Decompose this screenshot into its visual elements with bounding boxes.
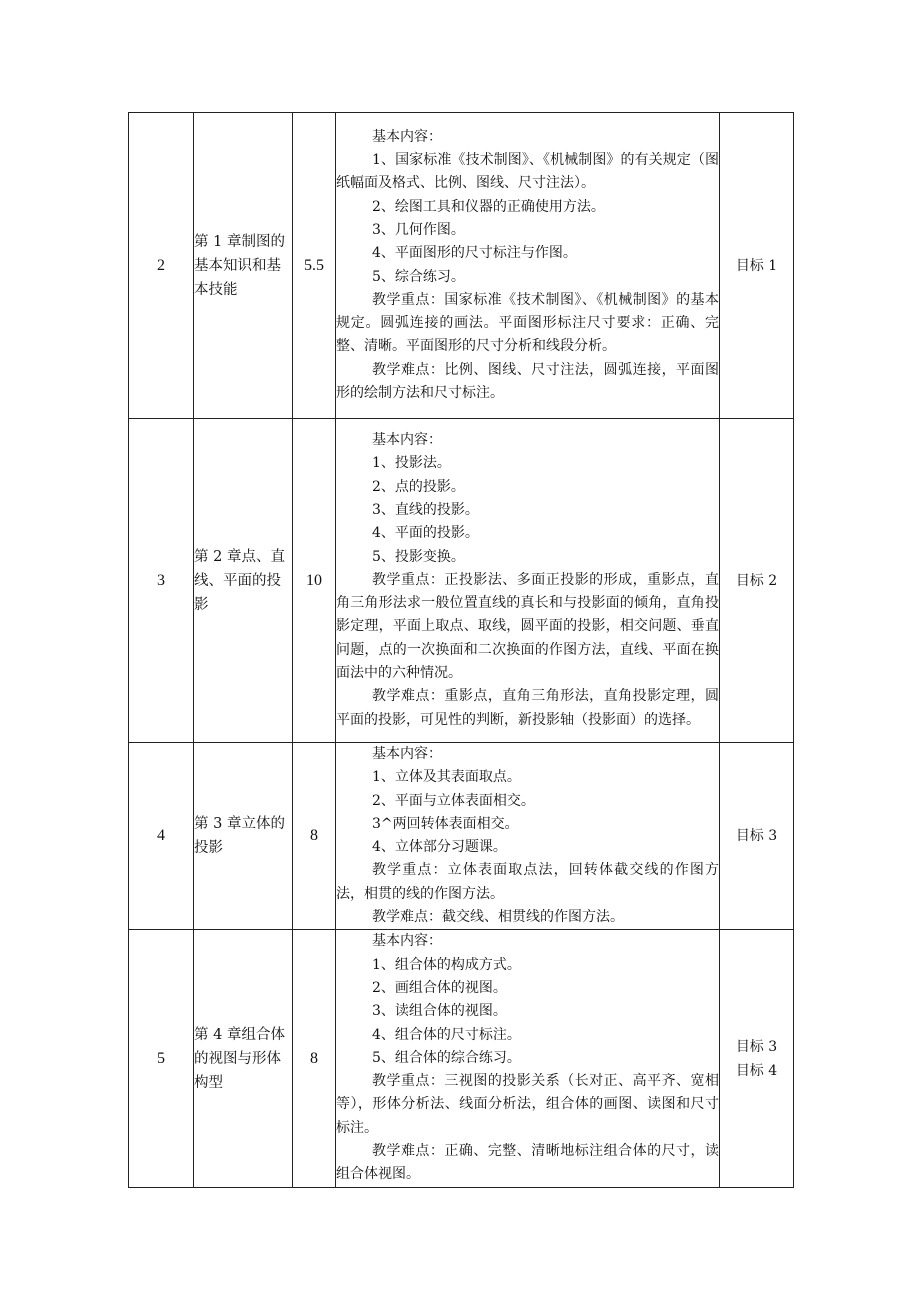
- target-label: 目标 4: [735, 1062, 778, 1079]
- class-hours: 8: [293, 743, 336, 930]
- content-line: 教学难点：重影点，直角三角形法，直角投影定理，圆平面的投影，可见性的判断，新投影轴（投影面）的选择。: [336, 688, 719, 728]
- row-number: 3: [129, 419, 194, 743]
- row-number: 2: [129, 113, 194, 419]
- row-number: 4: [129, 743, 194, 930]
- content-line: 教学重点：正投影法、多面正投影的形成，重影点，直角三角形法求一般位置直线的真长和与投影面的倾角，直角投影定理，平面上取点、取线，圆平面的投影，相交问题、垂直问题，点的一次换面和二次换面的作图方法，直线、平面在换面法中的六种情况。: [336, 571, 719, 682]
- course-target: [720, 419, 794, 743]
- content-line: 1、国家标准《技术制图》、《机械制图》的有关规定（图纸幅面及格式、比例、图线、尺寸注法）。: [336, 152, 719, 192]
- content-line: 教学重点：三视图的投影关系（长对正、高平齐、宽相等），形体分析法、线面分析法，组合体的画图、读图和尺寸标注。: [336, 1073, 719, 1136]
- content-line: 4、平面的投影。: [372, 525, 479, 542]
- course-target: [720, 930, 794, 1187]
- content-line: 4、平面图形的尺寸标注与作图。: [372, 245, 577, 262]
- class-hours: 10: [293, 419, 336, 743]
- content-line: 3、读组合体的视图。: [372, 1003, 507, 1020]
- row-number: 5: [129, 930, 194, 1187]
- content-line: 教学重点：立体表面取点法，回转体截交线的作图方法，相贯的线的作图方法。: [336, 862, 719, 902]
- class-hours: 8: [293, 930, 336, 1187]
- course-content: [336, 743, 720, 930]
- class-hours: 5.5: [293, 113, 336, 419]
- chapter-title: 第 3 章立体的投影: [194, 743, 293, 930]
- syllabus-table: [128, 112, 794, 1188]
- chapter-title: 第 2 章点、直线、平面的投影: [194, 419, 293, 743]
- content-line: 3、直线的投影。: [372, 501, 479, 518]
- course-content: [336, 930, 720, 1187]
- course-target: [720, 113, 794, 419]
- content-line: 2、绘图工具和仪器的正确使用方法。: [372, 198, 605, 215]
- content-line: 4、组合体的尺寸标注。: [372, 1026, 521, 1043]
- content-line: 3^两回转体表面相交。: [372, 815, 519, 832]
- table-row: [129, 113, 794, 419]
- content-line: 教学难点：比例、图线、尺寸注法，圆弧连接，平面图形的绘制方法和尺寸标注。: [336, 361, 719, 401]
- content-line: 教学难点：截交线、相贯线的作图方法。: [372, 909, 624, 926]
- target-label: 目标 2: [735, 572, 778, 589]
- content-line: 3、几何作图。: [372, 221, 465, 238]
- content-line: 5、投影变换。: [372, 548, 465, 565]
- table-row: [129, 419, 794, 743]
- content-line: 基本内容：: [372, 746, 442, 762]
- content-line: 1、组合体的构成方式。: [372, 956, 521, 973]
- target-label: 目标 1: [735, 257, 778, 274]
- content-line: 教学重点：国家标准《技术制图》、《机械制图》的基本规定。圆弧连接的画法。平面图形标注尺寸要求：正确、完整、清晰。平面图形的尺寸分析和线段分析。: [336, 291, 719, 355]
- target-label: 目标 3: [735, 828, 778, 845]
- table-row: [129, 930, 794, 1187]
- course-target: [720, 743, 794, 930]
- course-content: [336, 419, 720, 743]
- content-line: 2、平面与立体表面相交。: [372, 792, 535, 809]
- content-line: 基本内容：: [372, 128, 442, 145]
- content-line: 5、综合练习。: [372, 268, 465, 285]
- table-row: [129, 743, 794, 930]
- content-line: 2、点的投影。: [372, 478, 465, 495]
- content-line: 基本内容：: [372, 432, 442, 449]
- content-line: 1、投影法。: [372, 455, 451, 472]
- content-line: 2、画组合体的视图。: [372, 979, 507, 996]
- content-line: 教学难点：正确、完整、清晰地标注组合体的尺寸，读组合体视图。: [336, 1143, 719, 1183]
- content-line: 5、组合体的综合练习。: [372, 1049, 521, 1066]
- target-label: 目标 3: [735, 1038, 778, 1055]
- course-content: [336, 113, 720, 419]
- content-line: 基本内容：: [372, 933, 442, 950]
- content-line: 1、立体及其表面取点。: [372, 769, 521, 786]
- content-line: 4、立体部分习题课。: [372, 839, 507, 856]
- chapter-title: 第 1 章制图的基本知识和基本技能: [194, 113, 293, 419]
- chapter-title: 第 4 章组合体的视图与形体构型: [194, 930, 293, 1187]
